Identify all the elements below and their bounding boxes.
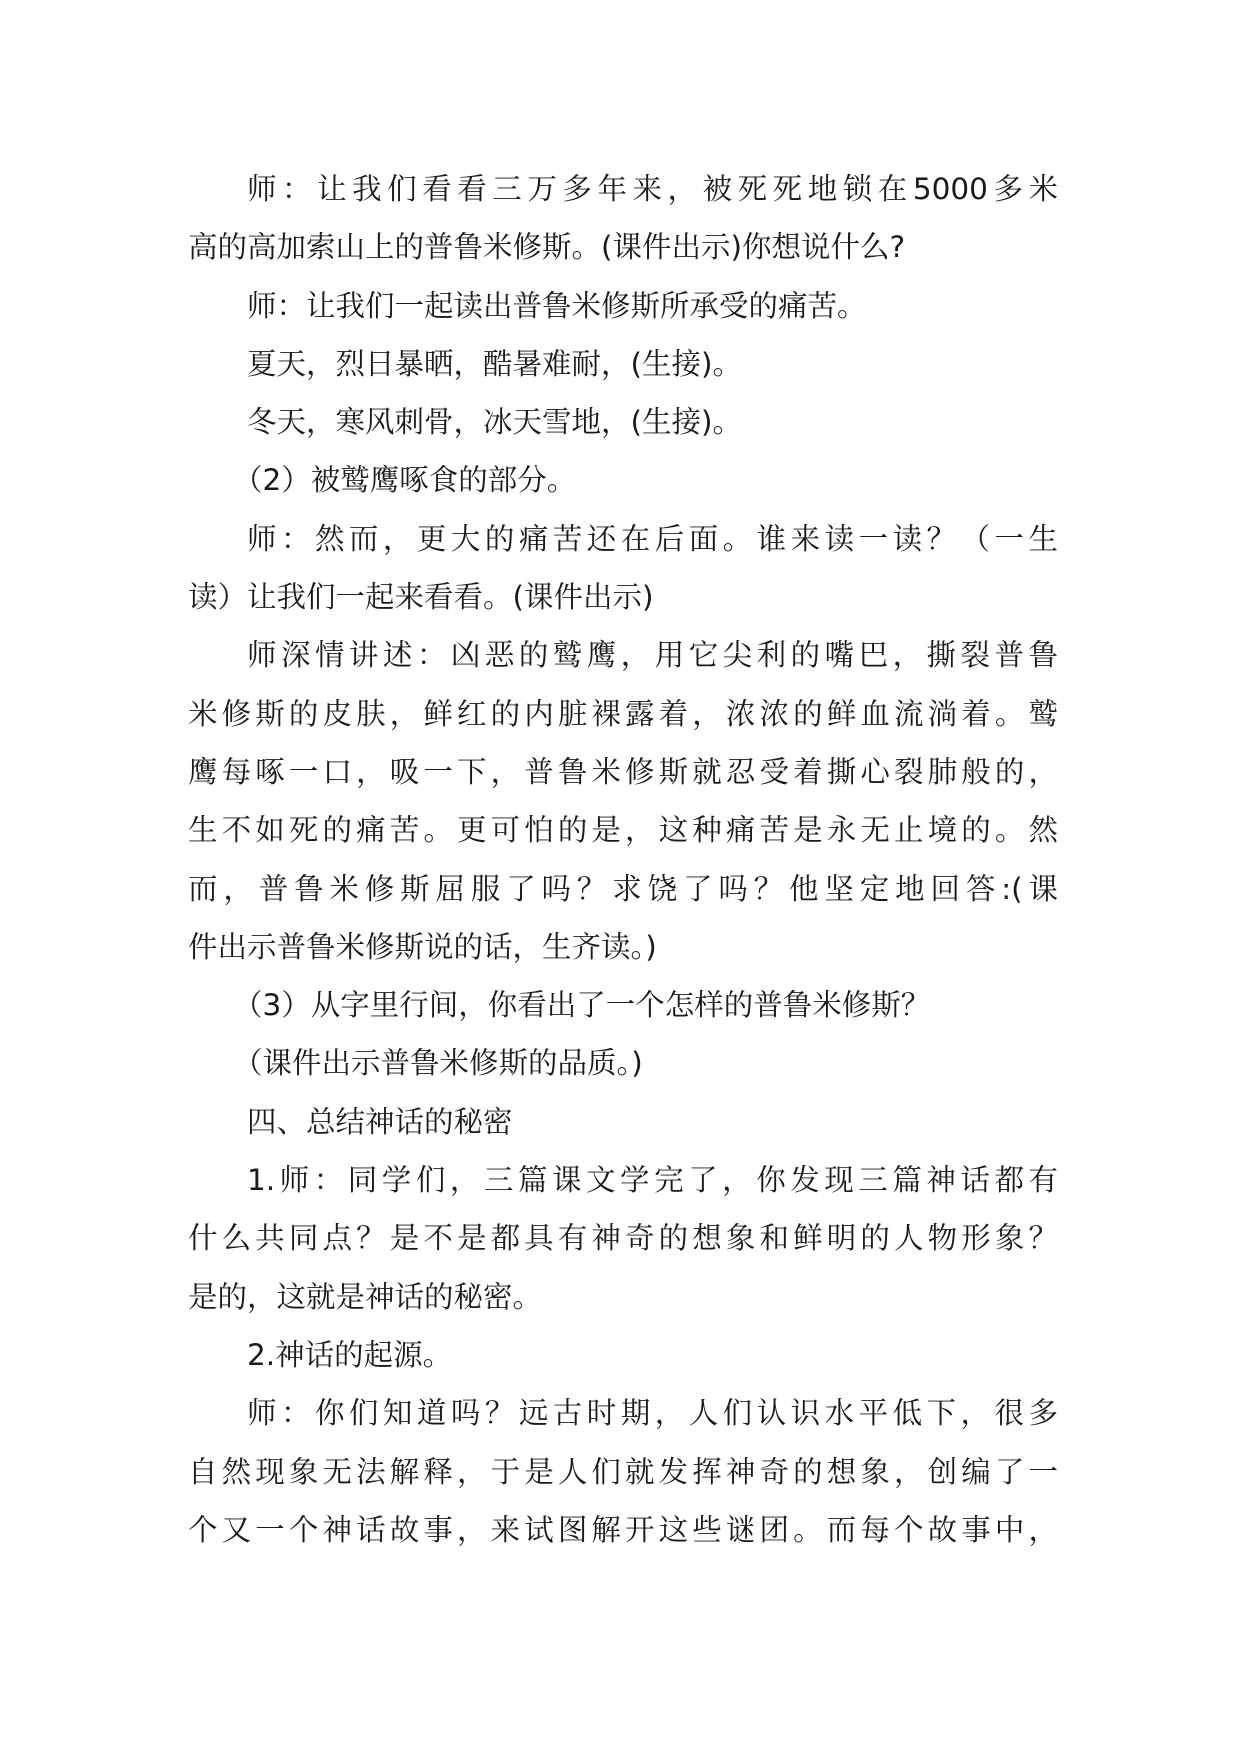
text-line: 师深情讲述：凶恶的鹫鹰，用它尖利的嘴巴，撕裂普鲁 xyxy=(247,638,1058,673)
text-line: 2.神话的起源。 xyxy=(247,1337,453,1372)
text-line: 是的，这就是神话的秘密。 xyxy=(188,1279,543,1314)
text-line: 1.师：同学们，三篇课文学完了，你发现三篇神话都有 xyxy=(247,1163,1058,1198)
section-heading: 四、总结神话的秘密 xyxy=(247,1104,513,1139)
text-line: 师：你们知道吗？远古时期，人们认识水平低下，很多 xyxy=(247,1396,1058,1431)
text-line: 高的高加索山上的普鲁米修斯。(课件出示)你想说什么? xyxy=(188,230,906,265)
text-line: 师：然而，更大的痛苦还在后面。谁来读一读？（一生 xyxy=(247,521,1058,556)
text-line: 鹰每啄一口，吸一下，普鲁米修斯就忍受着撕心裂肺般的， xyxy=(188,754,1058,789)
text-line: 件出示普鲁米修斯说的话，生齐读。) xyxy=(188,929,657,964)
text-line: 米修斯的皮肤，鲜红的内脏裸露着，浓浓的鲜血流淌着。鹫 xyxy=(188,696,1058,731)
text-line: 师：让我们一起读出普鲁米修斯所承受的痛苦。 xyxy=(247,288,867,323)
text-line: （课件出示普鲁米修斯的品质。) xyxy=(233,1046,643,1081)
text-line: 自然现象无法解释，于是人们就发挥神奇的想象，创编了一 xyxy=(188,1454,1058,1489)
document-body xyxy=(188,160,1058,1559)
text-line: （2）被鹫鹰啄食的部分。 xyxy=(233,463,577,498)
text-line: 师：让我们看看三万多年来，被死死地锁在5000多米 xyxy=(247,172,1058,206)
text-line: 什么共同点？是不是都具有神奇的想象和鲜明的人物形象？ xyxy=(188,1221,1058,1256)
text-line: 个又一个神话故事，来试图解开这些谜团。而每个故事中， xyxy=(188,1512,1058,1547)
text-line: 生不如死的痛苦。更可怕的是，这种痛苦是永无止境的。然 xyxy=(188,813,1058,848)
text-line: 夏天，烈日暴晒，酷暑难耐，(生接)。 xyxy=(247,346,743,381)
text-line: 而，普鲁米修斯屈服了吗？求饶了吗？他坚定地回答:(课 xyxy=(188,871,1058,906)
text-line: （3）从字里行间，你看出了一个怎样的普鲁米修斯？ xyxy=(233,988,931,1023)
text-line: 冬天，寒风刺骨，冰天雪地，(生接)。 xyxy=(247,405,743,440)
text-line: 读）让我们一起来看看。(课件出示) xyxy=(188,580,654,615)
